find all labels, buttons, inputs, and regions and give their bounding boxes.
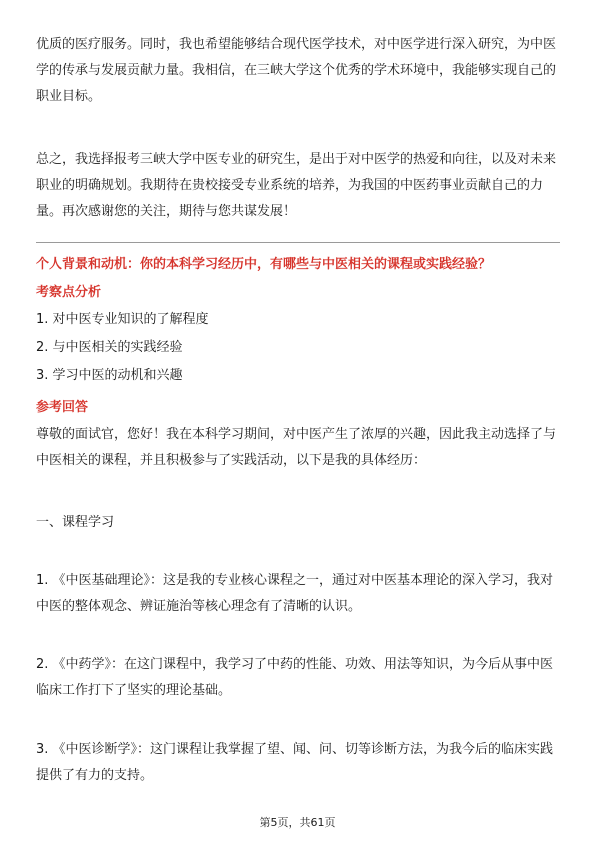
answer-paragraph-1: 尊敬的面试官，您好！我在本科学习期间，对中医产生了浓厚的兴趣，因此我主动选择了与中医相关的课程，并且积极参与了实践活动，以下是我的具体经历：	[36, 427, 557, 468]
course-item-2: 2. 《中药学》：在这门课程中，我学习了中药的性能、功效、用法等知识，为今后从事中医临床工作打下了坚实的理论基础。	[36, 657, 554, 698]
section-divider	[36, 242, 560, 243]
analysis-heading: 考察点分析	[36, 285, 102, 300]
page-number: 第5页，共61页	[259, 816, 336, 829]
analysis-item-2: 2. 与中医相关的实践经验	[36, 340, 183, 355]
course-item-1: 1. 《中医基础理论》：这是我的专业核心课程之一，通过对中医基本理论的深入学习，我对中医的整体观念、辨证施治等核心理念有了清晰的认识。	[36, 573, 554, 614]
answer-heading: 参考回答	[36, 400, 89, 415]
analysis-item-3: 3. 学习中医的动机和兴趣	[36, 368, 183, 383]
intro-paragraph-1: 优质的医疗服务。同时，我也希望能够结合现代医学技术，对中医学进行深入研究，为中医学的传承与发展贡献力量。我相信，在三峡大学这个优秀的学术环境中，我能够实现自己的职业目标。	[36, 37, 557, 104]
intro-paragraph-2: 总之，我选择报考三峡大学中医专业的研究生，是出于对中医学的热爱和向往，以及对未来职业的明确规划。我期待在贵校接受专业系统的培养，为我国的中医药事业贡献自己的力量。再次感谢您的关注，期待与您共谋发展！	[36, 152, 557, 219]
question-heading: 个人背景和动机：你的本科学习经历中，有哪些与中医相关的课程或实践经验？	[36, 257, 492, 272]
section-title-courses: 一、课程学习	[36, 515, 115, 530]
course-item-3: 3. 《中医诊断学》：这门课程让我掌握了望、闻、问、切等诊断方法，为我今后的临床实践提供了有力的支持。	[36, 742, 554, 783]
analysis-item-1: 1. 对中医专业知识的了解程度	[36, 312, 209, 327]
